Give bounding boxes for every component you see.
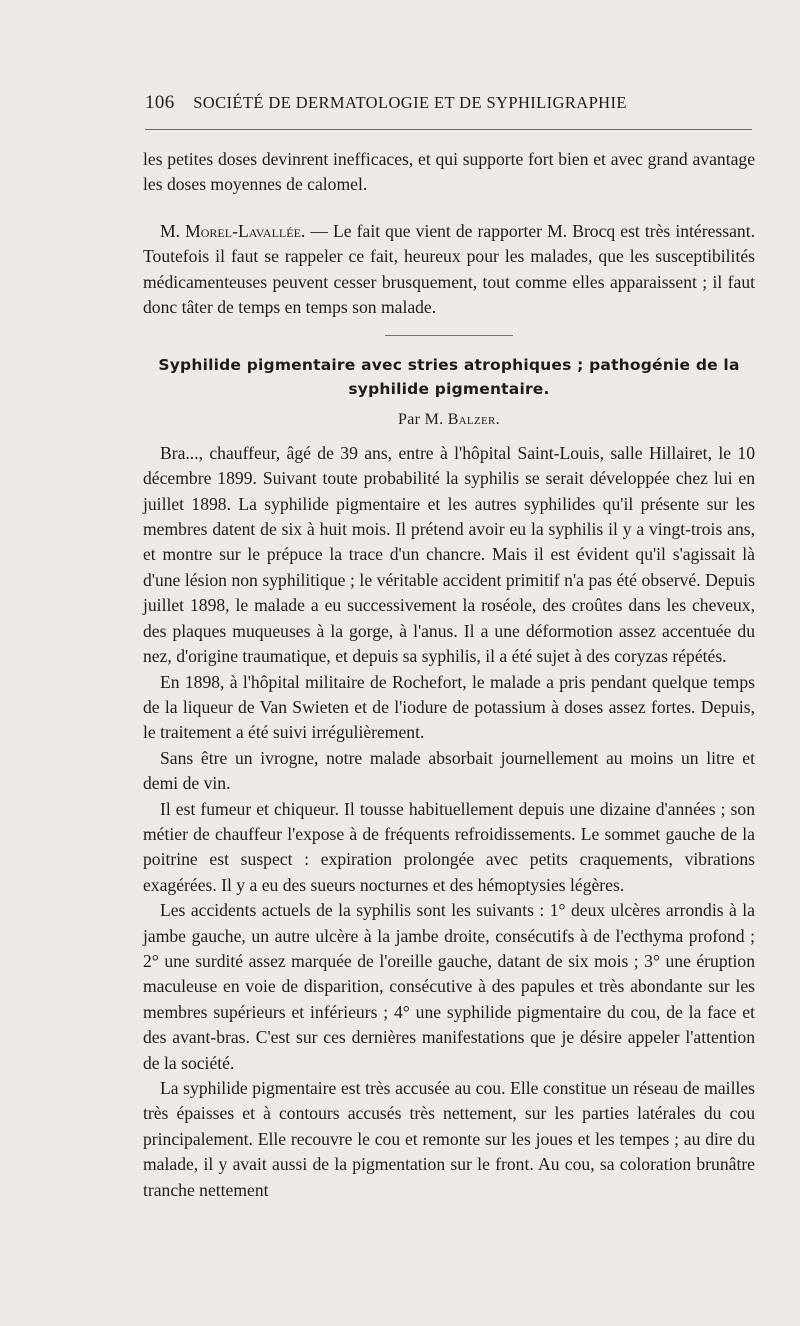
- running-title: SOCIÉTÉ DE DERMATOLOGIE ET DE SYPHILIGRAPHIE: [193, 93, 627, 112]
- speaker-name: Morel-Lavallée: [185, 220, 301, 241]
- byline-author: Balzer: [447, 411, 496, 429]
- speaker-prefix: M.: [160, 220, 186, 241]
- article-paragraph-1: Bra..., chauffeur, âgé de 39 ans, entre à l'hôpital Saint-Louis, salle Hillairet, le 10 décembre 1899. Suivant toute probabilité la syphilis se serait développée chez lui en juillet 1898. La syphilide pigmentaire et les autres syphilides qu'il présente sur les membres datent de six à huit mois. Il prétend avoir eu la syphilis il y a vingt-trois ans, et montre sur le prépuce la trace d'un chancre. Mais il est évident qu'il s'agissait là d'une lésion non syphilitique ; le véritable accident primitif n'a pas été observé. Depuis juillet 1898, le malade a eu successivement la roséole, des croûtes dans les cheveux, des plaques muqueuses à la gorge, à l'anus. Il a une déformotion assez accentuée du nez, d'origine traumatique, et depuis sa syphilis, il a été sujet à des coryzas répétés.: [143, 442, 755, 667]
- article-title: Syphilide pigmentaire avec stries atrophiques ; pathogénie de la syphilide pigmentaire.: [158, 356, 740, 399]
- article-paragraph-4: Il est fumeur et chiqueur. Il tousse habituellement depuis une dizaine d'années ; son métier de chauffeur l'expose à de fréquents refroidissements. Le sommet gauche de la poitrine est suspect : expiration prolongée avec petits craquements, vibrations exagérées. Il y a eu des sueurs nocturnes et des hémoptysies légères.: [143, 798, 755, 895]
- continuation-paragraph: les petites doses devinrent inefficaces, et qui supporte fort bien et avec grand avantage les doses moyennes de calomel.: [143, 149, 755, 195]
- running-header: [145, 92, 755, 114]
- discussion-paragraph: [143, 219, 755, 321]
- article-paragraph-6: La syphilide pigmentaire est très accusée au cou. Elle constitue un réseau de mailles très épaisses et à contours accusés très nettement, sur les parties latérales du cou principalement. Elle recouvre le cou et remonte sur les joues et les tempes ; au dire du malade, il y avait aussi de la pigmentation sur le front. Au cou, sa coloration brunâtre tranche nettement: [143, 1078, 755, 1200]
- byline-prefix: Par M.: [398, 411, 448, 429]
- header-rule: [145, 129, 752, 130]
- article-byline: [143, 407, 755, 432]
- article-paragraph-2: En 1898, à l'hôpital militaire de Rochefort, le malade a pris pendant quelque temps de la liqueur de Van Swieten et de l'iodure de potassium à doses assez fortes. Depuis, le traitement a été suivi irrégulièrement.: [143, 671, 755, 743]
- discussion-text: . — Le fait que vient de rapporter M. Brocq est très intéressant. Toutefois il faut se rappeler ce fait, heureux pour les malades, que les susceptibilités médicamenteuses peuvent cesser brusquement, tout comme elles apparaissent ; il faut donc tâter de temps en temps son malade.: [143, 220, 755, 318]
- article-paragraph-5: Les accidents actuels de la syphilis sont les suivants : 1° deux ulcères arrondis à la jambe gauche, un autre ulcère à la jambe droite, consécutifs à de l'ecthyma profond ; 2° une surdité assez marquée de l'oreille gauche, datant de six mois ; 3° une éruption maculeuse en voie de disparition, consécutive à des papules et très abondante sur les membres supérieurs et inférieurs ; 4° une syphilide pigmentaire du cou, de la face et des avant-bras. C'est sur ces dernières manifestations que je désire appeler l'attention de la société.: [143, 900, 755, 1073]
- byline-suffix: .: [495, 411, 500, 429]
- section-separator: [385, 335, 513, 336]
- spacer: [143, 198, 755, 219]
- page-number: 106: [145, 92, 175, 113]
- page-body: [143, 147, 755, 1203]
- article-paragraph-3: Sans être un ivrogne, notre malade absorbait journellement au moins un litre et demi de vin.: [143, 747, 755, 794]
